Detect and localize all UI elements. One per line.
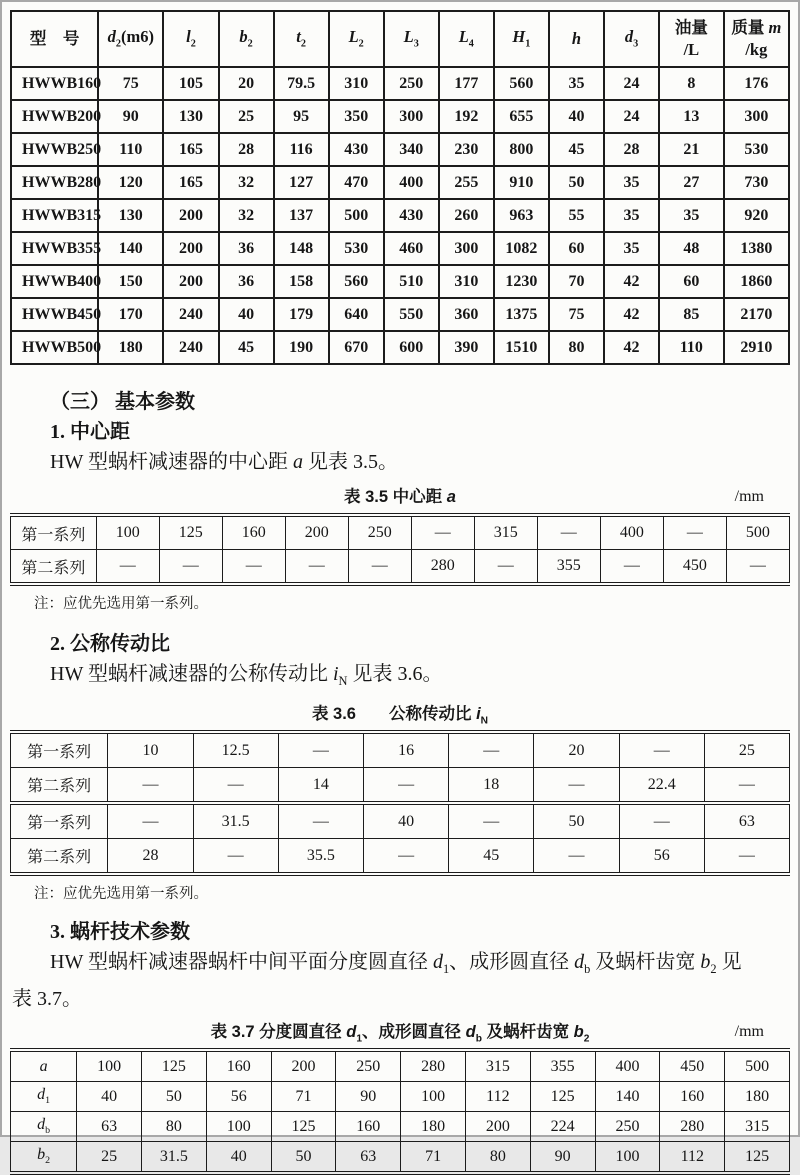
row-label-cell: $b_2$ <box>11 1142 77 1174</box>
data-cell: 300 <box>384 100 439 133</box>
data-cell: 42 <box>604 298 659 331</box>
data-cell: 360 <box>439 298 494 331</box>
data-cell: 180 <box>725 1082 790 1112</box>
data-cell: — <box>108 768 193 804</box>
data-cell: 460 <box>384 232 439 265</box>
table-3-5-title: 表 3.5 中心距 a <box>344 488 456 506</box>
data-cell: 24 <box>604 67 659 100</box>
row-label-cell: HWWB200 <box>11 100 98 133</box>
data-cell: 963 <box>494 199 549 232</box>
data-cell: 170 <box>98 298 163 331</box>
data-cell: 42 <box>604 331 659 364</box>
data-cell: 27 <box>659 166 724 199</box>
data-cell: 500 <box>329 199 384 232</box>
table-row <box>11 133 789 166</box>
data-cell: 70 <box>549 265 604 298</box>
data-cell: 80 <box>142 1112 207 1142</box>
data-cell: 355 <box>537 550 600 585</box>
data-cell: 95 <box>274 100 329 133</box>
data-cell: 35 <box>604 199 659 232</box>
table-row <box>11 732 790 768</box>
data-cell: 63 <box>77 1112 142 1142</box>
data-cell: — <box>726 550 789 585</box>
data-cell: 32 <box>219 166 274 199</box>
row-label-cell: HWWB160 <box>11 67 98 100</box>
table-row <box>11 803 790 839</box>
data-cell: 240 <box>163 331 218 364</box>
data-cell: — <box>537 515 600 550</box>
data-cell: 200 <box>285 515 348 550</box>
data-cell: 430 <box>329 133 384 166</box>
data-cell: 148 <box>274 232 329 265</box>
data-cell: 20 <box>534 732 619 768</box>
data-cell: 110 <box>659 331 724 364</box>
data-cell: 200 <box>465 1112 530 1142</box>
data-cell: 80 <box>465 1142 530 1174</box>
data-cell: 250 <box>336 1050 401 1082</box>
data-cell: 10 <box>108 732 193 768</box>
column-header: $t_2$ <box>274 11 329 67</box>
row-label-cell: HWWB400 <box>11 265 98 298</box>
data-cell: — <box>411 515 474 550</box>
data-cell: 500 <box>726 515 789 550</box>
data-cell: 430 <box>384 199 439 232</box>
data-cell: 140 <box>595 1082 660 1112</box>
data-cell: 8 <box>659 67 724 100</box>
data-cell: 310 <box>329 67 384 100</box>
data-cell: 28 <box>108 839 193 875</box>
data-cell: 125 <box>159 515 222 550</box>
data-cell: 50 <box>142 1082 207 1112</box>
row-label-cell: 第一系列 <box>11 515 97 550</box>
data-cell: 40 <box>549 100 604 133</box>
data-cell: 60 <box>659 265 724 298</box>
data-cell: 165 <box>163 133 218 166</box>
data-cell: 14 <box>278 768 363 804</box>
column-header: $L_3$ <box>384 11 439 67</box>
data-cell: 125 <box>271 1112 336 1142</box>
data-cell: 116 <box>274 133 329 166</box>
data-cell: 800 <box>494 133 549 166</box>
row-label-cell: a <box>11 1050 77 1082</box>
data-cell: 250 <box>384 67 439 100</box>
data-cell: 12.5 <box>193 732 278 768</box>
data-cell: — <box>600 550 663 585</box>
column-header: 油量 /L <box>659 11 724 67</box>
data-cell: 2170 <box>724 298 789 331</box>
center-distance-paragraph: HW 型蜗杆减速器的中心距 a 见表 3.5。 <box>50 451 398 473</box>
data-cell: 670 <box>329 331 384 364</box>
column-header: $l_2$ <box>163 11 218 67</box>
data-cell: 125 <box>725 1142 790 1174</box>
data-cell: — <box>348 550 411 585</box>
data-cell: 18 <box>449 768 534 804</box>
data-cell: 450 <box>660 1050 725 1082</box>
data-cell: 160 <box>336 1112 401 1142</box>
data-cell: 75 <box>98 67 163 100</box>
data-cell: 1860 <box>724 265 789 298</box>
data-cell: — <box>222 550 285 585</box>
data-cell: — <box>285 550 348 585</box>
data-cell: 1380 <box>724 232 789 265</box>
data-cell: — <box>278 732 363 768</box>
data-cell: — <box>704 768 789 804</box>
row-label-cell: HWWB250 <box>11 133 98 166</box>
column-header: $H_1$ <box>494 11 549 67</box>
header-row <box>11 11 789 67</box>
data-cell: 71 <box>271 1082 336 1112</box>
data-cell: 130 <box>163 100 218 133</box>
row-label-cell: $d_b$ <box>11 1112 77 1142</box>
column-header: 型 号 <box>11 11 98 67</box>
data-cell: 165 <box>163 166 218 199</box>
data-cell: 230 <box>439 133 494 166</box>
data-cell: 40 <box>219 298 274 331</box>
column-header: $L_2$ <box>329 11 384 67</box>
data-cell: 530 <box>724 133 789 166</box>
data-cell: 390 <box>439 331 494 364</box>
data-cell: — <box>278 803 363 839</box>
table-row <box>11 515 790 550</box>
data-cell: 300 <box>724 100 789 133</box>
data-cell: 90 <box>98 100 163 133</box>
center-distance-heading: 1. 中心距 <box>50 421 130 443</box>
data-cell: 160 <box>222 515 285 550</box>
data-cell: 200 <box>271 1050 336 1082</box>
row-label-cell: HWWB500 <box>11 331 98 364</box>
data-cell: 640 <box>329 298 384 331</box>
data-cell: 100 <box>595 1142 660 1174</box>
data-cell: 100 <box>401 1082 466 1112</box>
row-label-cell: 第二系列 <box>11 768 108 804</box>
column-header: $d_2(m6)$ <box>98 11 163 67</box>
data-cell: 13 <box>659 100 724 133</box>
data-cell: 224 <box>530 1112 595 1142</box>
data-cell: — <box>619 803 704 839</box>
data-cell: 31.5 <box>193 803 278 839</box>
data-cell: 105 <box>163 67 218 100</box>
data-cell: 920 <box>724 199 789 232</box>
data-cell: 130 <box>98 199 163 232</box>
column-header: 质量 m /kg <box>724 11 789 67</box>
worm-params-heading: 3. 蜗杆技术参数 <box>50 921 190 943</box>
transmission-ratio-heading: 2. 公称传动比 <box>50 633 170 655</box>
data-cell: 180 <box>98 331 163 364</box>
data-cell: 28 <box>604 133 659 166</box>
data-cell: 530 <box>329 232 384 265</box>
data-cell: 63 <box>336 1142 401 1174</box>
data-cell: 85 <box>659 298 724 331</box>
column-header: $L_4$ <box>439 11 494 67</box>
table-3-6-title: 表 3.6 公称传动比 $i_N$ <box>311 705 489 727</box>
data-cell: 100 <box>206 1112 271 1142</box>
data-cell: 35.5 <box>278 839 363 875</box>
center-distance-table <box>10 513 790 586</box>
table-row <box>11 166 789 199</box>
data-cell: — <box>193 839 278 875</box>
table-3-6-caption-row <box>10 704 790 727</box>
data-cell: 40 <box>206 1142 271 1174</box>
table-3-7-caption-row <box>10 1022 790 1045</box>
data-cell: 24 <box>604 100 659 133</box>
data-cell: 200 <box>163 199 218 232</box>
table-row <box>11 1082 790 1112</box>
data-cell: 55 <box>549 199 604 232</box>
data-cell: 45 <box>219 331 274 364</box>
data-cell: 240 <box>163 298 218 331</box>
worm-params-paragraph-line1: HW 型蜗杆减速器蜗杆中间平面分度圆直径 $d_1$、成形圆直径 $d_b$ 及蜗杆齿宽 $b_2$ 见 <box>50 951 742 976</box>
table-row <box>11 331 789 364</box>
data-cell: 28 <box>219 133 274 166</box>
row-label-cell: $d_1$ <box>11 1082 77 1112</box>
table-3-5-caption-row <box>10 487 790 507</box>
data-cell: 655 <box>494 100 549 133</box>
data-cell: 50 <box>534 803 619 839</box>
data-cell: 300 <box>439 232 494 265</box>
data-cell: 42 <box>604 265 659 298</box>
data-cell: 90 <box>336 1082 401 1112</box>
table-3-5-unit: /mm <box>734 488 764 505</box>
row-label-cell: HWWB280 <box>11 166 98 199</box>
data-cell: 125 <box>530 1082 595 1112</box>
table-3-5-note: 注：应优先选用第一系列。 <box>34 596 208 612</box>
data-cell: 510 <box>384 265 439 298</box>
data-cell: 125 <box>142 1050 207 1082</box>
data-cell: 400 <box>595 1050 660 1082</box>
data-cell: 35 <box>604 166 659 199</box>
data-cell: 1375 <box>494 298 549 331</box>
data-cell: 400 <box>384 166 439 199</box>
worm-parameters-table <box>10 1048 790 1175</box>
row-label-cell: HWWB315 <box>11 199 98 232</box>
data-cell: 250 <box>595 1112 660 1142</box>
data-cell: — <box>193 768 278 804</box>
data-cell: 31.5 <box>142 1142 207 1174</box>
data-cell: 350 <box>329 100 384 133</box>
data-cell: 45 <box>449 839 534 875</box>
data-cell: 160 <box>660 1082 725 1112</box>
row-label-cell: 第一系列 <box>11 732 108 768</box>
data-cell: 40 <box>77 1082 142 1112</box>
data-cell: 180 <box>401 1112 466 1142</box>
data-cell: 280 <box>401 1050 466 1082</box>
table-3-7-unit: /mm <box>734 1023 764 1040</box>
data-cell: 310 <box>439 265 494 298</box>
basic-params-heading: （三） 基本参数 <box>50 391 195 413</box>
data-cell: 63 <box>704 803 789 839</box>
data-cell: 36 <box>219 232 274 265</box>
data-cell: 120 <box>98 166 163 199</box>
transmission-ratio-paragraph: HW 型蜗杆减速器的公称传动比 $i_N$ 见表 3.6。 <box>50 663 443 688</box>
data-cell: 50 <box>549 166 604 199</box>
data-cell: — <box>363 768 448 804</box>
table-row <box>11 550 790 585</box>
data-cell: 560 <box>329 265 384 298</box>
data-cell: 127 <box>274 166 329 199</box>
data-cell: 90 <box>530 1142 595 1174</box>
data-cell: 190 <box>274 331 329 364</box>
data-cell: 45 <box>549 133 604 166</box>
data-cell: 25 <box>704 732 789 768</box>
data-cell: 600 <box>384 331 439 364</box>
data-cell: 340 <box>384 133 439 166</box>
table-row <box>11 199 789 232</box>
data-cell: 100 <box>77 1050 142 1082</box>
data-cell: 75 <box>549 298 604 331</box>
data-cell: 280 <box>411 550 474 585</box>
data-cell: 1230 <box>494 265 549 298</box>
row-label-cell: 第一系列 <box>11 803 108 839</box>
data-cell: 35 <box>604 232 659 265</box>
data-cell: — <box>663 515 726 550</box>
data-cell: — <box>619 732 704 768</box>
data-cell: 110 <box>98 133 163 166</box>
data-cell: 730 <box>724 166 789 199</box>
data-cell: 35 <box>549 67 604 100</box>
data-cell: — <box>449 803 534 839</box>
data-cell: 450 <box>663 550 726 585</box>
table-row <box>11 1050 790 1082</box>
data-cell: 16 <box>363 732 448 768</box>
table-row <box>11 265 789 298</box>
data-cell: — <box>96 550 159 585</box>
hwwb-dimensions-table <box>10 10 790 365</box>
table-3-7-title: 表 3.7 分度圆直径 $d_1$、成形圆直径 $d_b$ 及蜗杆齿宽 $b_2$ <box>210 1023 590 1045</box>
data-cell: — <box>704 839 789 875</box>
data-cell: 500 <box>725 1050 790 1082</box>
data-cell: 56 <box>619 839 704 875</box>
column-header: h <box>549 11 604 67</box>
data-cell: 315 <box>725 1112 790 1142</box>
data-cell: 50 <box>271 1142 336 1174</box>
data-cell: — <box>108 803 193 839</box>
row-label-cell: 第二系列 <box>11 839 108 875</box>
table-row <box>11 839 790 875</box>
data-cell: 200 <box>163 265 218 298</box>
data-cell: 1510 <box>494 331 549 364</box>
data-cell: 255 <box>439 166 494 199</box>
data-cell: 560 <box>494 67 549 100</box>
table-row <box>11 298 789 331</box>
table-row <box>11 100 789 133</box>
data-cell: 32 <box>219 199 274 232</box>
column-header: $d_3$ <box>604 11 659 67</box>
data-cell: 21 <box>659 133 724 166</box>
data-cell: — <box>534 839 619 875</box>
data-cell: 200 <box>163 232 218 265</box>
data-cell: 910 <box>494 166 549 199</box>
data-cell: 48 <box>659 232 724 265</box>
data-cell: 315 <box>465 1050 530 1082</box>
data-cell: 71 <box>401 1142 466 1174</box>
data-cell: — <box>534 768 619 804</box>
data-cell: 158 <box>274 265 329 298</box>
data-cell: 355 <box>530 1050 595 1082</box>
data-cell: 470 <box>329 166 384 199</box>
data-cell: 112 <box>465 1082 530 1112</box>
row-label-cell: 第二系列 <box>11 550 97 585</box>
data-cell: 260 <box>439 199 494 232</box>
data-cell: 2910 <box>724 331 789 364</box>
data-cell: 20 <box>219 67 274 100</box>
data-cell: 112 <box>660 1142 725 1174</box>
data-cell: 315 <box>474 515 537 550</box>
table-row <box>11 1112 790 1142</box>
data-cell: 40 <box>363 803 448 839</box>
table-row <box>11 768 790 804</box>
data-cell: 25 <box>77 1142 142 1174</box>
data-cell: 60 <box>549 232 604 265</box>
data-cell: 176 <box>724 67 789 100</box>
data-cell: 400 <box>600 515 663 550</box>
data-cell: — <box>363 839 448 875</box>
row-label-cell: HWWB355 <box>11 232 98 265</box>
data-cell: 100 <box>96 515 159 550</box>
data-cell: 280 <box>660 1112 725 1142</box>
data-cell: 79.5 <box>274 67 329 100</box>
data-cell: 179 <box>274 298 329 331</box>
data-cell: — <box>159 550 222 585</box>
data-cell: 177 <box>439 67 494 100</box>
table-row <box>11 1142 790 1174</box>
data-cell: 140 <box>98 232 163 265</box>
data-cell: 56 <box>206 1082 271 1112</box>
worm-params-paragraph-line2: 表 3.7。 <box>12 988 82 1010</box>
transmission-ratio-table <box>10 730 790 876</box>
data-cell: 25 <box>219 100 274 133</box>
data-cell: 550 <box>384 298 439 331</box>
data-cell: 160 <box>206 1050 271 1082</box>
column-header: $b_2$ <box>219 11 274 67</box>
data-cell: 192 <box>439 100 494 133</box>
data-cell: 22.4 <box>619 768 704 804</box>
table-3-6-note: 注：应优先选用第一系列。 <box>34 886 208 902</box>
data-cell: 36 <box>219 265 274 298</box>
data-cell: 35 <box>659 199 724 232</box>
data-cell: 250 <box>348 515 411 550</box>
data-cell: — <box>474 550 537 585</box>
row-label-cell: HWWB450 <box>11 298 98 331</box>
data-cell: 150 <box>98 265 163 298</box>
data-cell: — <box>449 732 534 768</box>
data-cell: 137 <box>274 199 329 232</box>
data-cell: 80 <box>549 331 604 364</box>
table-row <box>11 67 789 100</box>
table-row <box>11 232 789 265</box>
data-cell: 1082 <box>494 232 549 265</box>
